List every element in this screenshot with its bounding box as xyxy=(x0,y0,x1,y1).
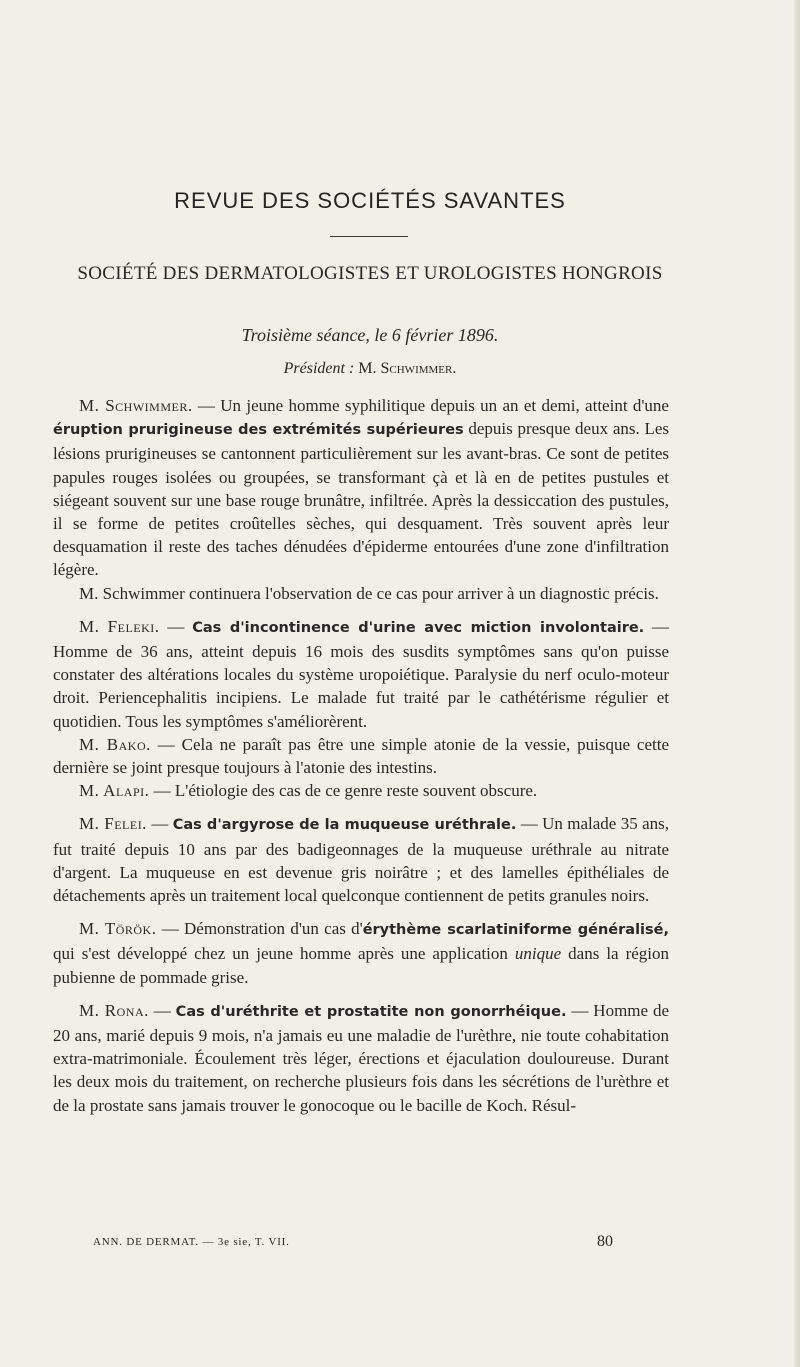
paragraph-rona xyxy=(53,999,669,1117)
paragraph-text: — xyxy=(159,616,193,636)
paragraph-schwimmer-followup: M. Schwimmer continuera l'observation de ce cas pour arriver à un diagnostic précis. xyxy=(79,583,659,603)
speaker: M. Schwimmer. xyxy=(79,396,193,415)
paragraph-text: — Homme de 20 ans, marié depuis 9 mois, n'a jamais eu une maladie de l'urèthre, nie toute cohabitation extra-matrimoniale. Écoulement très léger, érections et éjaculation douloureuse. Durant les deux mois du traitement, on recherche plusieurs fois dans les sécrétions de l'urèthre et de la prostate sans jamais trouver le gonocoque ou le bacille de Koch. Résul- xyxy=(53,1000,670,1115)
president-name: M. Schwimmer. xyxy=(358,360,457,377)
speaker: M. Török. xyxy=(79,919,157,939)
emphasis: unique xyxy=(514,944,562,964)
page-number: 80 xyxy=(597,1233,613,1250)
paragraph-feleki xyxy=(53,615,669,733)
paragraph-text: — xyxy=(146,814,173,834)
paragraph-felei xyxy=(53,812,669,907)
case-title: Cas d'uréthrite et prostatite non gonorrhéique. xyxy=(175,1003,567,1020)
president-label: Président : xyxy=(283,360,355,377)
paragraph-text: — Cela ne paraît pas être une simple atonie de la vessie, puisque cette dernière se joint presque toujours à l'atonie des intestins. xyxy=(53,734,669,778)
journal-reference: ANN. DE DERMAT. — 3e sie, T. VII. xyxy=(93,1236,290,1248)
speaker: M. Rona. xyxy=(79,1000,149,1020)
paragraph-alapi xyxy=(53,779,669,802)
paragraph-text: qui s'est développé chez un jeune homme après une application xyxy=(53,944,515,964)
case-title: érythème scarlatiniforme généralisé, xyxy=(362,922,669,939)
paragraph-text: — Démonstration d'un cas d' xyxy=(156,919,363,939)
speaker: M. Feleki. xyxy=(79,616,160,636)
paragraph-text: — xyxy=(148,1000,176,1020)
president-line xyxy=(0,360,740,378)
page-title: REVUE DES SOCIÉTÉS SAVANTES xyxy=(174,188,566,213)
paragraph-text: depuis presque deux ans. Les lésions prurigineuses se cantonnent particulièrement sur les avant-bras. Ce sont de petites papules rouges isolées ou groupées, se transformant çà et là en de petites pustules et siégeant souvent sur une base rouge brunâtre, infiltrée. Après la dessiccation des pustules, il se forme de petites croûtelles sèches, qui desquament. Très souvent après leur desquamation il reste des taches dénudées d'épiderme entourées d'une zone d'infiltration légère. xyxy=(53,419,669,580)
case-title: éruption prurigineuse des extrémités supérieures xyxy=(53,422,464,439)
article-body xyxy=(53,394,669,1117)
paragraph-torok xyxy=(53,917,669,989)
speaker: M. Bako. xyxy=(79,734,151,754)
case-title: Cas d'incontinence d'urine avec miction involontaire. xyxy=(192,619,645,636)
paragraph-text: — Un jeune homme syphilitique depuis un an et demi, atteint d'une xyxy=(192,396,669,415)
speaker: M. Felei. xyxy=(79,814,147,834)
title-divider xyxy=(330,236,408,237)
page-footer xyxy=(93,1233,613,1250)
paragraph-text: — Un malade 35 ans, fut traité depuis 10 ans par des badigeonnages de la muqueuse uréthrale au nitrate d'argent. La muqueuse en est devenue gris noirâtre ; et des lamelles épithéliales de détachements après un traitement local quelconque contiennent de petits granules noirs. xyxy=(53,814,670,906)
session-line: Troisième séance, le 6 février 1896. xyxy=(241,325,499,345)
case-title: Cas d'argyrose de la muqueuse uréthrale. xyxy=(172,817,517,834)
paragraph-bako xyxy=(53,733,669,779)
paragraph-schwimmer xyxy=(53,394,669,582)
page-edge xyxy=(794,0,800,1367)
paragraph-text: dans la région pubienne de pommade grise. xyxy=(53,944,670,987)
speaker: M. Alapi. xyxy=(79,781,150,801)
paragraph-text: — Homme de 36 ans, atteint depuis 16 mois des susdits symptômes sans qu'on puisse constater des altérations locales du système uropoiétique. Paralysie du nerf oculo-moteur droit. Periencephalitis incipiens. Le malade fut traité par le cathétérisme régulier et quotidien. Tous les symptômes s'améliorèrent. xyxy=(53,616,670,731)
society-heading: SOCIÉTÉ DES DERMATOLOGISTES ET UROLOGISTES HONGROIS xyxy=(77,263,663,284)
paragraph-text: — L'étiologie des cas de ce genre reste souvent obscure. xyxy=(149,781,538,801)
